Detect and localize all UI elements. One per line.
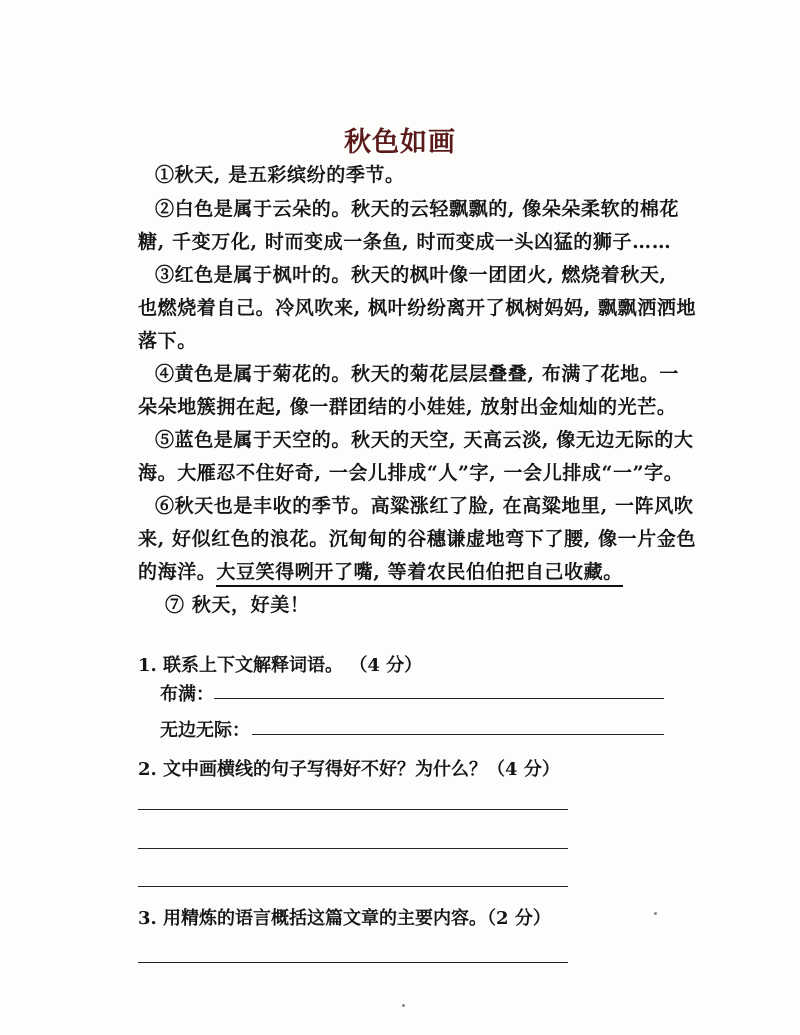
paragraph-6-line-2: 来, 好似红色的浪花。沉甸甸的谷穗谦虚地弯下了腰, 像一片金色 [138,528,697,550]
answer-line-buman[interactable] [214,698,664,699]
paragraph-6-line-3 [138,560,623,584]
answer-line-q2-2[interactable] [138,848,568,849]
paragraph-3-line-1: ③红色是属于枫叶的。秋天的枫叶像一团团火, 燃烧着秋天, [155,264,667,286]
article-title: 秋色如画 [344,127,456,158]
answer-line-wubianwuji[interactable] [252,734,664,735]
paragraph-1-line-1: ①秋天, 是五彩缤纷的季节。 [155,164,405,186]
scan-speck [402,1004,405,1007]
paragraph-6-plain-text: 的海洋。 [138,561,217,583]
paragraph-4-line-2: 朵朵地簇拥在起, 像一群团结的小娃娃, 放射出金灿灿的光芒。 [138,396,677,418]
underlined-sentence: 大豆笑得咧开了嘴, 等着农民伯伯把自己收藏。 [216,561,622,587]
paragraph-5-line-1: ⑤蓝色是属于天空的。秋天的天空, 天高云淡, 像无边无际的大 [155,429,694,451]
question-2: 2. 文中画横线的句子写得好不好？为什么？（4 分） [138,759,560,780]
paragraph-3-line-2: 也燃烧着自己。冷风吹来, 枫叶纷纷离开了枫树妈妈, 飘飘洒洒地 [138,297,697,319]
answer-line-q2-3[interactable] [138,886,568,887]
question-3: 3. 用精炼的语言概括这篇文章的主要内容。（2 分） [138,908,551,929]
paragraph-2-line-1: ②白色是属于云朵的。秋天的云轻飘飘的, 像朵朵柔软的棉花 [155,198,680,220]
paragraph-7: ⑦ 秋天，好美！ [165,594,310,616]
scan-speck [654,912,657,915]
paragraph-5-line-2: 海。大雁忍不住好奇, 一会儿排成“人”字, 一会儿排成“一”字。 [138,462,684,484]
term-buman-label: 布满： [160,684,214,705]
question-1: 1. 联系上下文解释词语。 （4 分） [138,655,423,676]
answer-line-q2-1[interactable] [138,809,568,810]
paragraph-3-line-3: 落下。 [138,330,197,352]
paragraph-2-line-2: 糖, 千变万化, 时而变成一条鱼, 时而变成一头凶猛的狮子…… [138,231,672,253]
answer-line-q3-1[interactable] [138,962,568,963]
paragraph-4-line-1: ④黄色是属于菊花的。秋天的菊花层层叠叠, 布满了花地。一 [155,363,680,385]
paragraph-6-line-1: ⑥秋天也是丰收的季节。高粱涨红了脸, 在高粱地里, 一阵风吹 [155,495,694,517]
term-wubianwuji-label: 无边无际： [160,720,250,741]
